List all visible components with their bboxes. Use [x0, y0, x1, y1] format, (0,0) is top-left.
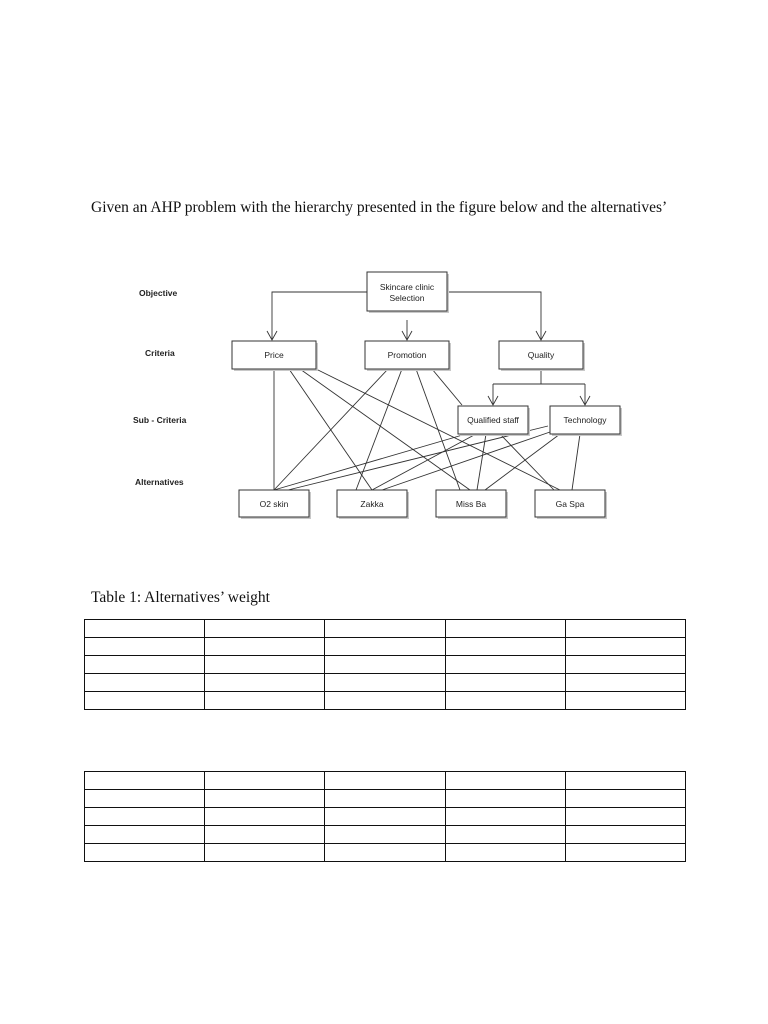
table-cell — [85, 692, 205, 710]
table-row — [85, 638, 686, 656]
criteria-label-promotion: Promotion — [387, 350, 427, 360]
table-cell — [85, 826, 205, 844]
alternative-label-miss-ba: Miss Ba — [455, 499, 487, 509]
table-cell — [205, 620, 325, 638]
criteria-node-quality — [499, 341, 585, 371]
table-cell — [325, 772, 445, 790]
table-cell — [205, 808, 325, 826]
table-row — [85, 790, 686, 808]
table-row — [85, 620, 686, 638]
subcriteria-label-technology: Technology — [563, 415, 607, 425]
alternative-label-o2-skin: O2 skin — [259, 499, 289, 509]
table-cell — [85, 656, 205, 674]
alternative-label-zakka: Zakka — [360, 499, 384, 509]
table-cell — [445, 808, 565, 826]
subcriteria-label-qualified-staff: Qualified staff — [467, 415, 519, 425]
table-cell — [445, 620, 565, 638]
table-cell — [325, 620, 445, 638]
table-cell — [565, 674, 685, 692]
alternative-node-miss-ba — [436, 490, 508, 519]
level-label-alternatives: Alternatives — [135, 477, 184, 487]
table-cell — [565, 826, 685, 844]
table-cell — [325, 692, 445, 710]
table-cell — [445, 692, 565, 710]
table-cell — [565, 692, 685, 710]
table-cell — [445, 844, 565, 862]
objective-label-line2: Selection — [389, 293, 425, 303]
table-row — [85, 772, 686, 790]
criteria-node-promotion — [365, 341, 451, 371]
table-cell — [325, 844, 445, 862]
table-cell — [445, 638, 565, 656]
table-cell — [85, 772, 205, 790]
table-cell — [205, 772, 325, 790]
table-cell — [445, 656, 565, 674]
table-cell — [85, 844, 205, 862]
table-cell — [565, 808, 685, 826]
table-cell — [205, 692, 325, 710]
table-cell — [325, 826, 445, 844]
table-row — [85, 674, 686, 692]
table-cell — [445, 674, 565, 692]
table-cell — [325, 674, 445, 692]
quality-subcriteria-connector — [488, 369, 590, 405]
subcriteria-node-qualified-staff — [458, 406, 530, 436]
alternative-node-o2-skin — [239, 490, 311, 519]
table-cell — [205, 656, 325, 674]
table-row — [85, 692, 686, 710]
table-cell — [325, 638, 445, 656]
table-cell — [325, 790, 445, 808]
table-cell — [205, 844, 325, 862]
alternatives-weight-table — [84, 619, 686, 710]
table-cell — [565, 656, 685, 674]
table-cell — [85, 620, 205, 638]
alternative-node-ga-spa — [535, 490, 607, 519]
level-label-sub-criteria: Sub - Criteria — [133, 415, 187, 425]
table-cell — [205, 826, 325, 844]
criteria-node-price — [232, 341, 318, 371]
table-row — [85, 808, 686, 826]
table-cell — [565, 620, 685, 638]
table1-caption: Table 1: Alternatives’ weight — [91, 589, 270, 606]
objective-node — [367, 272, 449, 313]
table-cell — [325, 656, 445, 674]
criteria-label-quality: Quality — [527, 350, 555, 360]
table-cell — [565, 638, 685, 656]
table-row — [85, 826, 686, 844]
alternative-label-ga-spa: Ga Spa — [555, 499, 585, 509]
table-cell — [205, 638, 325, 656]
table-cell — [85, 674, 205, 692]
table-row — [85, 844, 686, 862]
table-cell — [445, 790, 565, 808]
table-cell — [85, 808, 205, 826]
alternative-edges — [274, 369, 580, 490]
table-cell — [325, 808, 445, 826]
table-cell — [565, 772, 685, 790]
intro-text: Given an AHP problem with the hierarchy presented in the figure below and the alternatives’ — [91, 199, 668, 216]
criteria-label-price: Price — [264, 350, 284, 360]
second-empty-table — [84, 771, 686, 862]
table-cell — [565, 790, 685, 808]
table-cell — [85, 790, 205, 808]
level-label-criteria: Criteria — [145, 348, 175, 358]
alternative-node-zakka — [337, 490, 409, 519]
table-cell — [205, 674, 325, 692]
table-cell — [565, 844, 685, 862]
table-cell — [445, 772, 565, 790]
table-cell — [445, 826, 565, 844]
objective-label-line1: Skincare clinic — [379, 282, 435, 292]
level-label-objective: Objective — [139, 288, 178, 298]
table-cell — [85, 638, 205, 656]
table-row — [85, 656, 686, 674]
table-cell — [205, 790, 325, 808]
subcriteria-node-technology — [550, 406, 622, 436]
